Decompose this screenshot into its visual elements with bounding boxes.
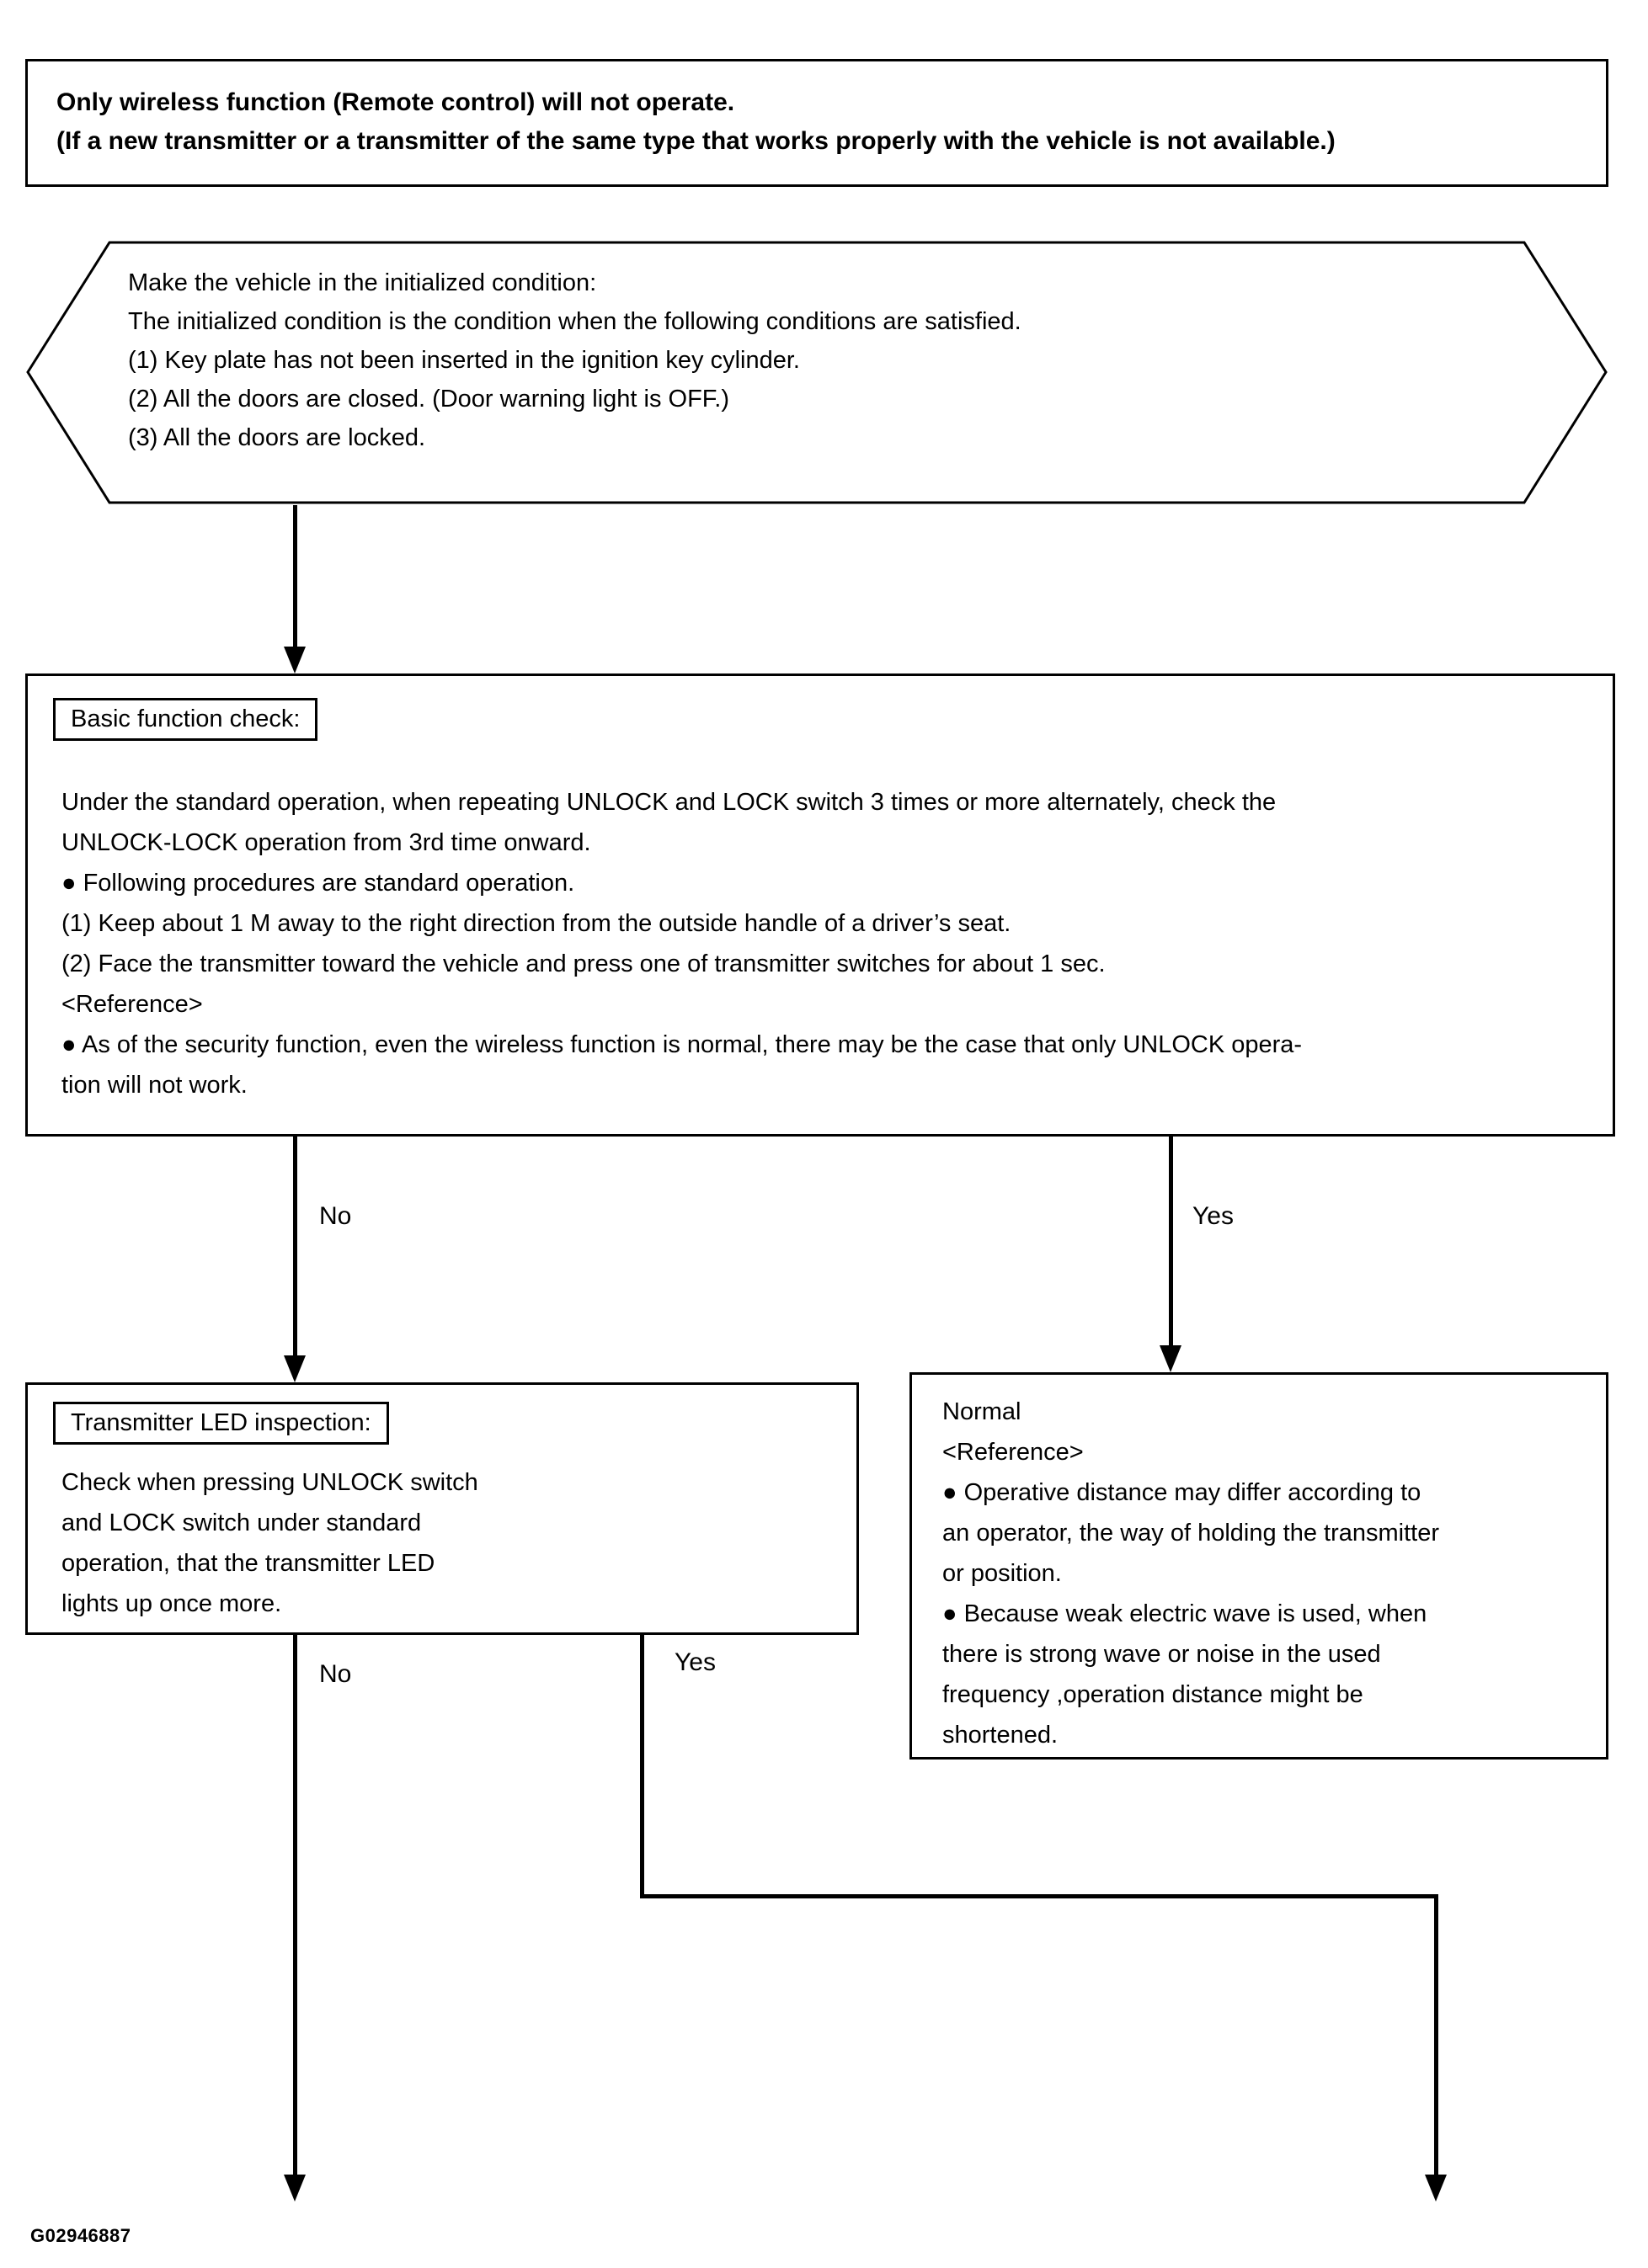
text-line: (1) Keep about 1 M away to the right direction from the outside handle of a driver’s seat. <box>61 910 1011 937</box>
text-line: operation, that the transmitter LED <box>61 1550 435 1577</box>
problem-statement-line2: (If a new transmitter or a transmitter of the same type that works properly with the vehicle is not available.) <box>56 127 1336 155</box>
arrow-no2-line <box>293 1635 297 2176</box>
text-line: ● Following procedures are standard operation. <box>61 870 575 897</box>
text-line: ● Because weak electric wave is used, when <box>942 1600 1427 1627</box>
text-line: Make the vehicle in the initialized condition: <box>128 269 597 296</box>
text-line: Normal <box>942 1398 1021 1425</box>
arrow-yes2-line-across <box>640 1894 1438 1898</box>
text-line: lights up once more. <box>61 1590 282 1617</box>
figure-id: G02946887 <box>30 2225 131 2246</box>
branch1-yes-label: Yes <box>1189 1202 1237 1231</box>
text-line: <Reference> <box>942 1439 1084 1466</box>
text-line: UNLOCK-LOCK operation from 3rd time onward. <box>61 829 591 856</box>
arrow-no1-line <box>293 1137 297 1357</box>
text-line: (1) Key plate has not been inserted in the ignition key cylinder. <box>128 347 800 374</box>
text-line: ● Operative distance may differ according to <box>942 1479 1421 1506</box>
arrow-no2-head <box>284 2175 306 2201</box>
arrow-yes1-head <box>1160 1345 1181 1372</box>
normal-result-text <box>942 1392 1439 1755</box>
branch2-no-label: No <box>316 1660 355 1689</box>
transmitter-led-inspection-box <box>25 1382 859 1635</box>
arrow-init-to-basic-line <box>293 505 297 650</box>
transmitter-led-inspection-text <box>61 1462 478 1624</box>
text-line: Check when pressing UNLOCK switch <box>61 1469 478 1496</box>
basic-function-check-text <box>61 782 1302 1105</box>
branch1-no-label: No <box>316 1202 355 1231</box>
text-line: there is strong wave or noise in the used <box>942 1641 1381 1668</box>
text-line: ● As of the security function, even the wireless function is normal, there may be the case that only UNLOCK opera- <box>61 1031 1303 1058</box>
initial-condition-hexagon <box>25 240 1608 505</box>
initial-condition-text <box>128 264 1021 457</box>
arrow-yes1-line <box>1169 1137 1173 1347</box>
basic-function-check-label: Basic function check: <box>53 698 317 741</box>
problem-statement-box <box>25 59 1608 187</box>
text-line: (2) Face the transmitter toward the vehicle and press one of transmitter switches for about 1 sec. <box>61 950 1106 977</box>
arrow-yes2-head <box>1425 2175 1447 2201</box>
normal-result-box <box>909 1372 1608 1760</box>
text-line: Under the standard operation, when repeating UNLOCK and LOCK switch 3 times or more alternately, check the <box>61 789 1277 816</box>
branch2-yes-label: Yes <box>671 1648 719 1677</box>
arrow-yes2-line-down2 <box>1434 1894 1438 2176</box>
text-line: shortened. <box>942 1722 1059 1749</box>
text-line: (3) All the doors are locked. <box>128 424 426 451</box>
arrow-no1-head <box>284 1355 306 1382</box>
text-line: or position. <box>942 1560 1062 1587</box>
basic-function-check-box <box>25 673 1615 1137</box>
text-line: tion will not work. <box>61 1072 248 1099</box>
text-line: <Reference> <box>61 991 203 1018</box>
text-line: (2) All the doors are closed. (Door warning light is OFF.) <box>128 386 729 413</box>
text-line: The initialized condition is the condition when the following conditions are satisfied. <box>128 308 1021 335</box>
problem-statement-line1: Only wireless function (Remote control) will not operate. <box>56 88 735 116</box>
text-line: frequency ,operation distance might be <box>942 1681 1363 1708</box>
text-line: an operator, the way of holding the transmitter <box>942 1520 1440 1547</box>
arrow-init-to-basic-head <box>284 647 306 673</box>
text-line: and LOCK switch under standard <box>61 1509 422 1536</box>
arrow-yes2-line-down1 <box>640 1635 644 1898</box>
transmitter-led-inspection-label: Transmitter LED inspection: <box>53 1402 389 1445</box>
